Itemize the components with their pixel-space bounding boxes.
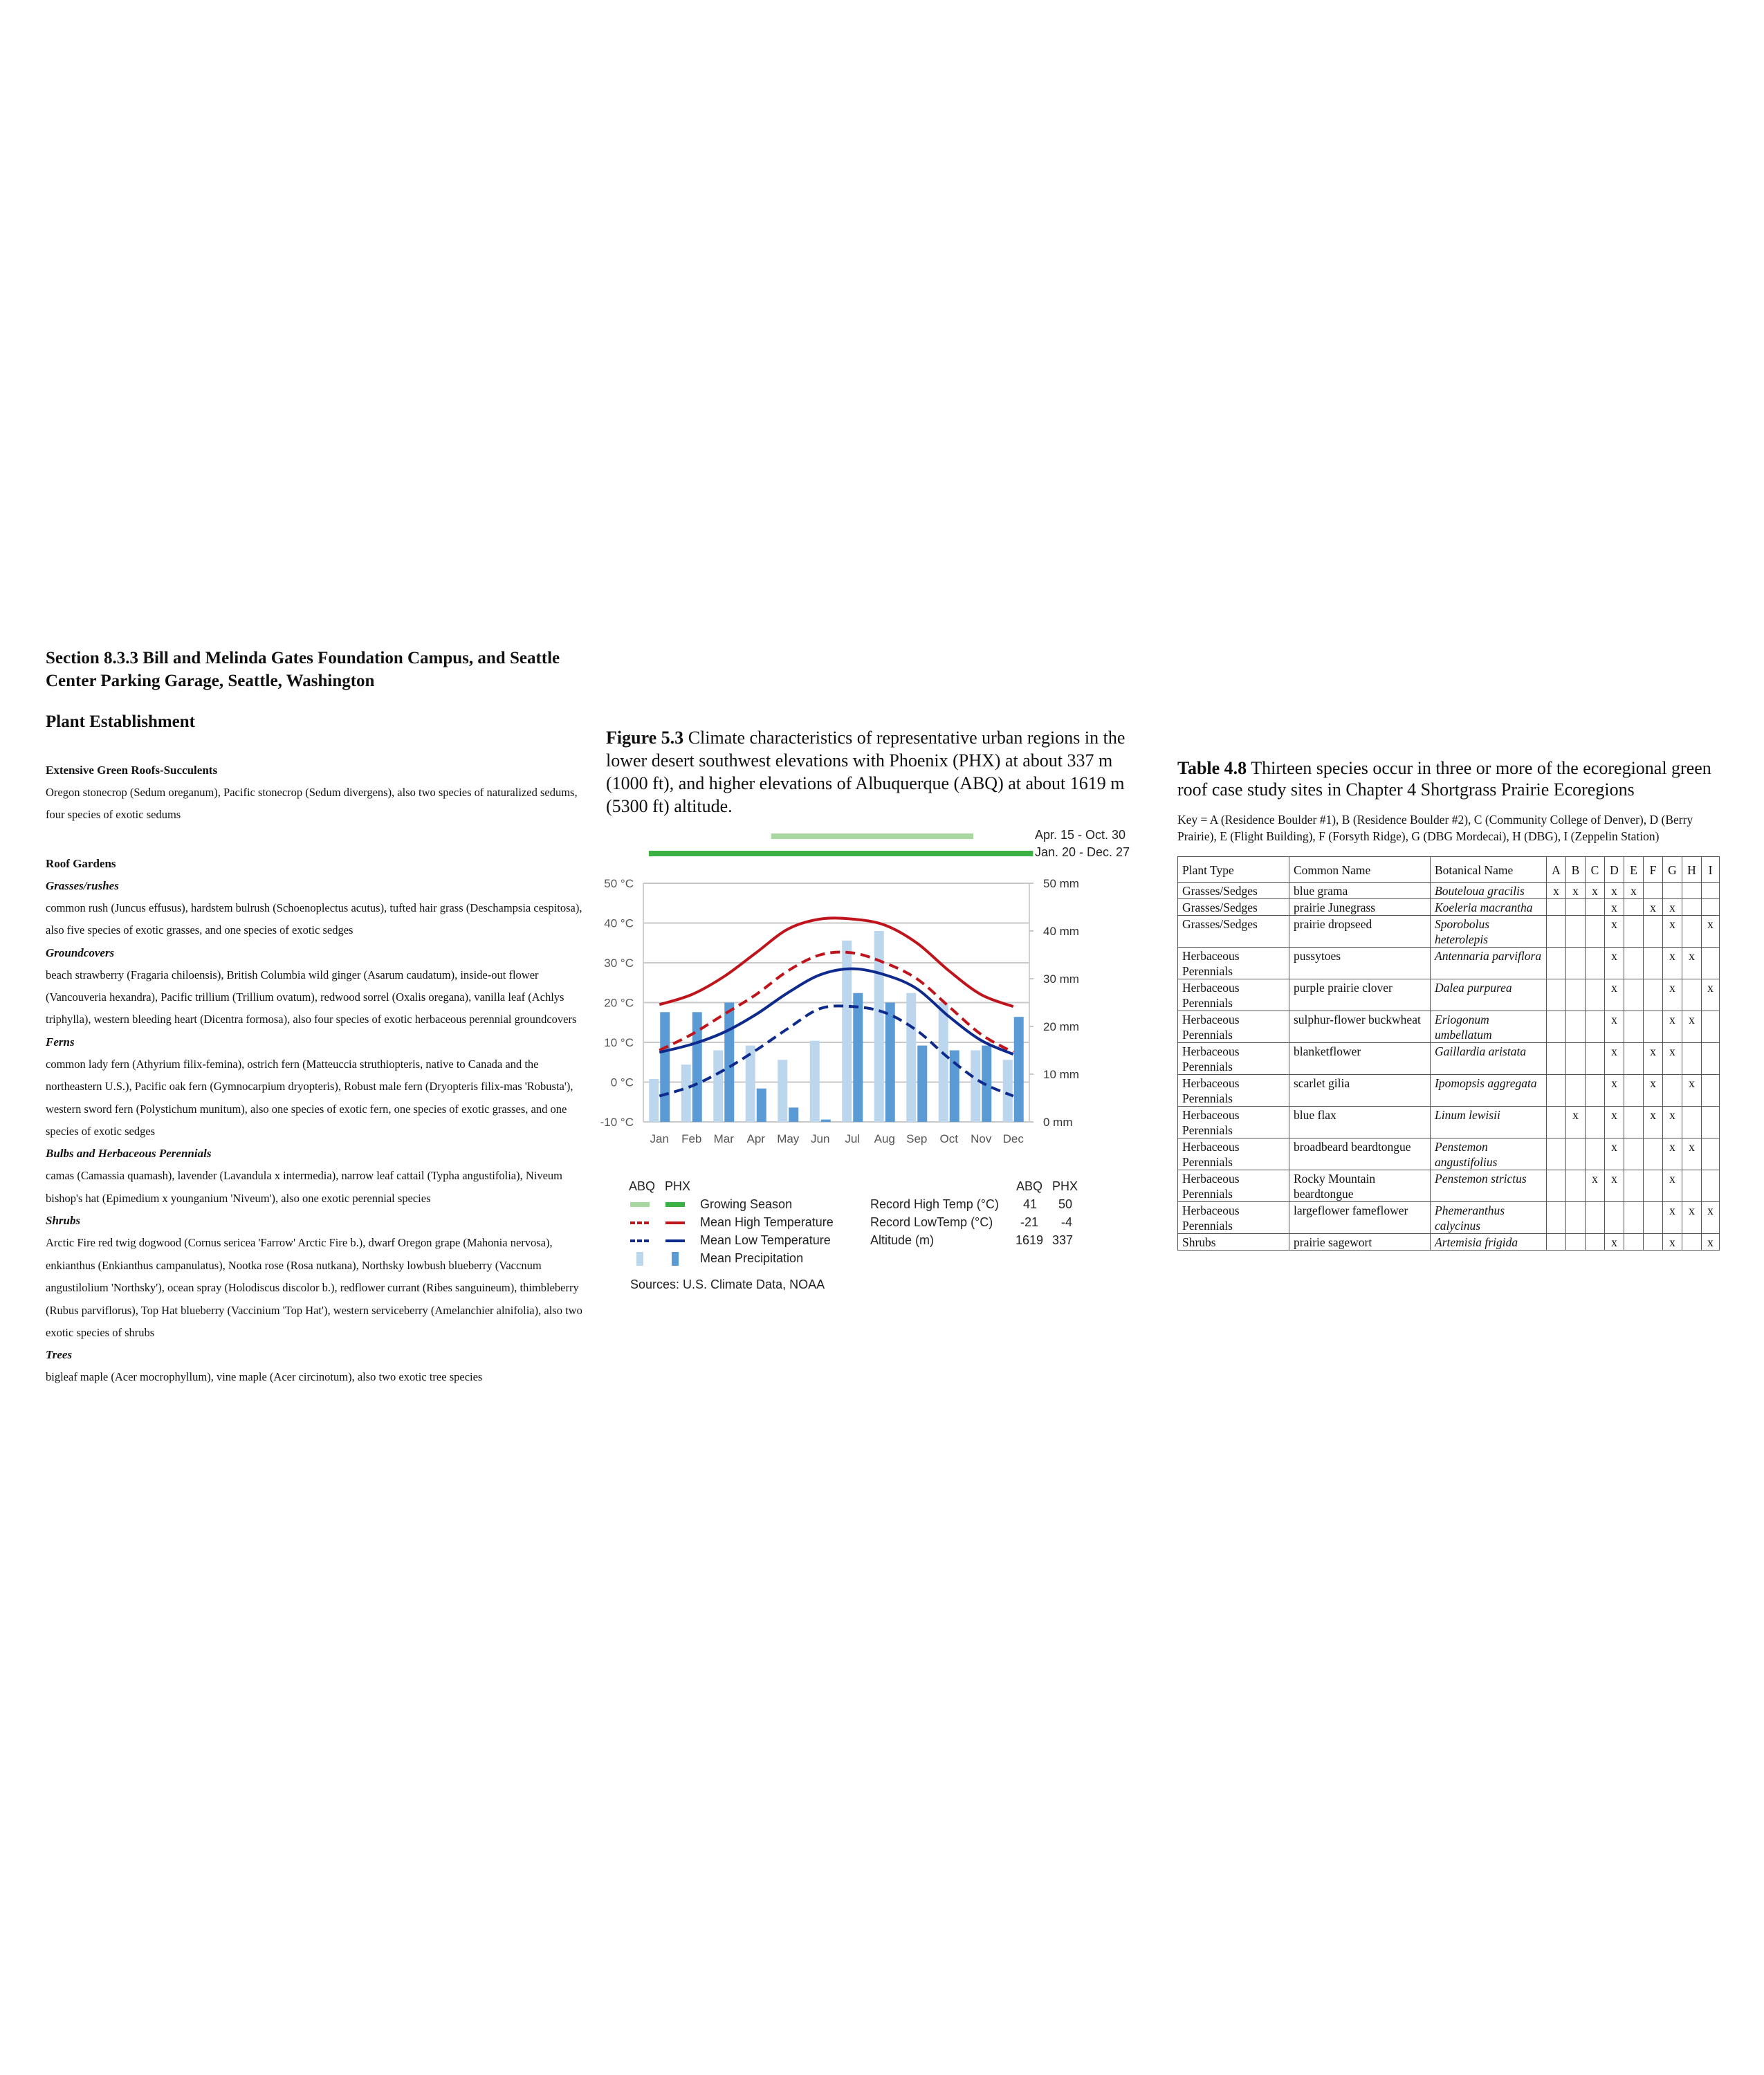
site-cell: x [1644,899,1663,916]
site-cell: x [1702,1202,1720,1234]
plant-type-cell: Grasses/Sedges [1178,916,1289,948]
botanical-name-cell: Sporobolus heterolepis [1431,916,1547,948]
precip-bar-phx [982,1046,991,1122]
site-cell: x [1682,1075,1702,1107]
table-row [1178,1138,1720,1170]
site-cell: x [1663,1234,1682,1251]
site-cell: x [1644,1043,1663,1075]
precip-bar-abq [1003,1060,1013,1122]
site-cell [1624,979,1644,1011]
site-cell [1547,1075,1566,1107]
site-cell: x [1663,1170,1682,1202]
group-title: Grasses/rushes [46,878,119,892]
site-cell [1702,883,1720,899]
x-tick-label: Apr [746,1132,765,1145]
growing-season-bars [649,833,1033,856]
x-tick-label: Jul [845,1132,861,1145]
site-cell: x [1605,1170,1624,1202]
precip-bar-abq [778,1060,787,1122]
y-left-tick-label: -10 °C [600,1116,634,1129]
table-label: Table 4.8 [1177,758,1247,778]
legend-mean-low: Mean Low Temperature [700,1233,831,1247]
site-cell: x [1605,1107,1624,1138]
site-cell: x [1663,1107,1682,1138]
common-name-cell: blue grama [1289,883,1431,899]
site-cell [1624,916,1644,948]
site-cell [1644,1138,1663,1170]
common-name-cell: prairie dropseed [1289,916,1431,948]
site-cell [1547,948,1566,979]
plant-type-cell: Herbaceous Perennials [1178,1107,1289,1138]
site-cell [1702,1170,1720,1202]
table-row [1178,1075,1720,1107]
site-cell: x [1605,1043,1624,1075]
x-tick-label: Jun [811,1132,830,1145]
site-cell [1644,979,1663,1011]
site-cell: x [1663,1202,1682,1234]
site-cell [1644,1011,1663,1043]
plant-establishment-heading: Plant Establishment [46,712,196,731]
site-cell: x [1566,883,1586,899]
site-cell [1547,979,1566,1011]
site-cell [1682,979,1702,1011]
stats-header-abq: ABQ [1016,1179,1043,1193]
stat-phx: 337 [1052,1233,1074,1247]
y-left-tick-label: 10 °C [604,1036,634,1049]
group-title: Groundcovers [46,946,115,959]
y-right-tick-label: 0 mm [1043,1116,1073,1129]
site-cell [1586,899,1605,916]
precip-bar-abq [971,1051,980,1123]
site-cell [1566,979,1586,1011]
common-name-cell: purple prairie clover [1289,979,1431,1011]
axes [600,877,1079,1145]
site-cell [1586,1234,1605,1251]
site-cell: x [1663,899,1682,916]
common-name-cell: prairie sagewort [1289,1234,1431,1251]
abq-mean-high-temperatureline [659,952,1013,1053]
site-cell [1586,916,1605,948]
legend-phx-precip-swatch [672,1252,679,1266]
phx-mean-low-temperatureline [659,969,1013,1055]
legend-abq-precip-swatch [636,1252,643,1266]
site-cell [1605,1202,1624,1234]
precip-bar-abq [649,1079,659,1122]
site-cell [1547,916,1566,948]
table-row [1178,899,1720,916]
y-left-tick-label: 30 °C [604,957,634,970]
site-cell: x [1663,979,1682,1011]
precip-bar-phx [1014,1017,1024,1122]
legend-abq-growing-swatch [630,1202,650,1207]
legend-swatches [630,1202,685,1266]
site-cell [1682,1107,1702,1138]
site-cell [1624,1043,1644,1075]
stat-label: Record LowTemp (°C) [870,1215,993,1229]
site-cell: x [1605,1075,1624,1107]
y-right-tick-label: 10 mm [1043,1068,1079,1081]
y-right-tick-label: 20 mm [1043,1020,1079,1033]
figure-sources: Sources: U.S. Climate Data, NOAA [630,1278,825,1291]
x-tick-label: Mar [713,1132,734,1145]
group-title: Trees [46,1348,73,1362]
y-left-tick-label: 50 °C [604,877,634,890]
precip-bar-phx [853,993,863,1122]
site-cell [1624,1011,1644,1043]
table-row [1178,1170,1720,1202]
x-tick-label: Sep [906,1132,928,1145]
site-cell [1566,1075,1586,1107]
stat-abq: 41 [1023,1197,1038,1211]
botanical-name-cell: Penstemon angustifolius [1431,1138,1547,1170]
site-cell [1586,1075,1605,1107]
common-name-cell: Rocky Mountain beardtongue [1289,1170,1431,1202]
group-text: beach strawberry (Fragaria chiloensis), British Columbia wild ginger (Asarum caudatum), inside-out flower (Vancouveria hexandra), Pacific trillium (Trillium ovatum), redwood sorrel (Oxalis oregana), vanilla leaf (Achlys triphylla), western bleeding heart (Dicentra formosa), also four species of exotic herbaceous perennial groundcovers [46,968,577,1026]
site-cell: x [1702,1234,1720,1251]
site-cell: x [1586,883,1605,899]
site-cell [1566,916,1586,948]
x-tick-label: Oct [939,1132,958,1145]
site-cell: x [1547,883,1566,899]
site-cell [1682,1170,1702,1202]
plant-type-cell: Grasses/Sedges [1178,883,1289,899]
site-cell [1624,1075,1644,1107]
y-right-tick-label: 40 mm [1043,925,1079,938]
site-cell [1547,1107,1566,1138]
botanical-name-cell: Gaillardia aristata [1431,1043,1547,1075]
botanical-name-cell: Dalea purpurea [1431,979,1547,1011]
common-name-cell: largeflower fameflower [1289,1202,1431,1234]
site-cell [1702,899,1720,916]
site-cell [1702,1011,1720,1043]
table-header-row [1178,857,1720,883]
table-row [1178,1011,1720,1043]
table-row [1178,1234,1720,1251]
site-cell [1566,1011,1586,1043]
precip-bar-phx [885,1003,895,1123]
precip-bar-phx [724,1003,734,1123]
legend-mean-precip: Mean Precipitation [700,1251,804,1265]
group-text: bigleaf maple (Acer mocrophyllum), vine maple (Acer circinotum), also two exotic tree species [46,1370,483,1384]
site-cell [1586,1138,1605,1170]
figure-caption [606,726,1132,818]
table-row [1178,1107,1720,1138]
precip-bar-abq [681,1064,691,1122]
phx-mean-high-temperatureline [659,918,1013,1006]
y-right-tick-label: 50 mm [1043,877,1079,890]
plant-type-cell: Herbaceous Perennials [1178,1138,1289,1170]
site-column-header: H [1682,857,1702,883]
site-cell [1682,899,1702,916]
plant-type-cell: Herbaceous Perennials [1178,1075,1289,1107]
gridlines [643,883,1029,1122]
y-right-tick-label: 30 mm [1043,972,1079,986]
site-cell: x [1605,899,1624,916]
precip-bar-abq [746,1046,755,1122]
site-cell [1566,1202,1586,1234]
stat-label: Record High Temp (°C) [870,1197,999,1211]
site-cell [1624,1170,1644,1202]
site-column-header: E [1624,857,1644,883]
table-row [1178,1202,1720,1234]
botanical-name-cell: Artemisia frigida [1431,1234,1547,1251]
site-cell [1624,899,1644,916]
plant-type-cell: Herbaceous Perennials [1178,1043,1289,1075]
site-cell: x [1702,979,1720,1011]
site-cell [1547,1202,1566,1234]
precip-bar-phx [757,1089,766,1122]
site-cell [1547,1234,1566,1251]
species-table [1177,856,1720,1251]
site-cell: x [1605,1234,1624,1251]
precip-bar-abq [906,993,916,1122]
site-cell [1586,1011,1605,1043]
site-cell: x [1702,916,1720,948]
stat-abq: 1619 [1016,1233,1044,1247]
site-cell: x [1682,948,1702,979]
site-cell [1644,916,1663,948]
site-cell: x [1644,1075,1663,1107]
site-cell [1682,883,1702,899]
site-cell [1702,1075,1720,1107]
group-text: camas (Camassia quamash), lavender (Lavandula x intermedia), narrow leaf cattail (Typha angustifolia), Niveum bishop's hat (Epimedium x younganium 'Niveum'), also one exotic perennial species [46,1169,563,1205]
site-cell [1702,1138,1720,1170]
figure-label: Figure 5.3 [606,728,684,748]
site-column-header: G [1663,857,1682,883]
site-cell [1586,948,1605,979]
x-tick-label: Aug [874,1132,895,1145]
x-tick-label: Nov [971,1132,992,1145]
column-header: Botanical Name [1431,857,1547,883]
legend-header-phx: PHX [665,1179,691,1193]
site-cell: x [1605,948,1624,979]
site-cell [1566,948,1586,979]
legend-growing-season: Growing Season [700,1197,793,1211]
x-tick-label: May [777,1132,800,1145]
site-cell [1624,1107,1644,1138]
site-column-header: D [1605,857,1624,883]
site-cell: x [1644,1107,1663,1138]
common-name-cell: pussytoes [1289,948,1431,979]
table-row [1178,948,1720,979]
site-cell [1547,1043,1566,1075]
plant-type-cell: Herbaceous Perennials [1178,1011,1289,1043]
botanical-name-cell: Eriogonum umbellatum [1431,1011,1547,1043]
plant-type-cell: Herbaceous Perennials [1178,979,1289,1011]
site-cell [1702,948,1720,979]
precip-bar-phx [692,1012,702,1122]
table-row [1178,883,1720,899]
legend-phx-growing-swatch [665,1202,685,1207]
botanical-name-cell: Phemeranthus calycinus [1431,1202,1547,1234]
site-cell [1566,899,1586,916]
column-header: Plant Type [1178,857,1289,883]
site-cell [1566,1234,1586,1251]
precip-bar-abq [939,1003,948,1123]
temperature-lines [659,918,1013,1096]
common-name-cell: blanketflower [1289,1043,1431,1075]
plant-type-cell: Herbaceous Perennials [1178,1170,1289,1202]
phx-growing-season-label: Jan. 20 - Dec. 27 [1035,845,1130,859]
x-tick-label: Dec [1002,1132,1024,1145]
plant-type-cell: Herbaceous Perennials [1178,948,1289,979]
x-tick-label: Jan [650,1132,669,1145]
site-cell [1624,1234,1644,1251]
group-title: Ferns [46,1035,75,1049]
group-title: Bulbs and Herbaceous Perennials [46,1147,212,1161]
precip-bar-phx [950,1051,959,1123]
botanical-name-cell: Ipomopsis aggregata [1431,1075,1547,1107]
site-cell [1644,948,1663,979]
site-cell: x [1624,883,1644,899]
site-cell [1682,916,1702,948]
site-cell [1702,1043,1720,1075]
site-cell [1682,1234,1702,1251]
figure-caption-text: Climate characteristics of representative urban regions in the lower desert southwest elevations with Phoenix (PHX) at about 337 m (1000 ft), and higher elevations of Albuquerque (ABQ) at about 1619 m (5300 ft) altitude. [606,728,1126,816]
stat-phx: -4 [1061,1215,1073,1229]
precip-bar-phx [789,1107,798,1122]
site-cell: x [1605,883,1624,899]
site-cell: x [1663,948,1682,979]
abq-growing-season-label: Apr. 15 - Oct. 30 [1035,828,1126,842]
group-text: common lady fern (Athyrium filix-femina), ostrich fern (Matteuccia struthiopteris, native to Canada and the northeastern U.S.), Pacific oak fern (Gymnocarpium dryopteris), Robust male fern (Dryopteris filix-mas 'Robusta'), western sword fern (Polystichum munitum), also one species of exotic fern, one species of exotic grasses, and one species of exotic sedges [46,1057,573,1138]
site-cell: x [1663,1011,1682,1043]
site-cell [1644,883,1663,899]
phx-growing-season-bar [649,851,1033,856]
site-cell [1663,1075,1682,1107]
site-cell: x [1605,916,1624,948]
botanical-name-cell: Koeleria macrantha [1431,899,1547,916]
site-cell [1547,1170,1566,1202]
extensive-text: Oregon stonecrop (Sedum oreganum), Pacific stonecrop (Sedum divergens), also two species of naturalized sedums, four species of exotic sedums [46,786,578,822]
site-cell [1547,1011,1566,1043]
stats-header-phx: PHX [1052,1179,1078,1193]
site-cell [1624,1202,1644,1234]
site-cell [1566,1043,1586,1075]
botanical-name-cell: Bouteloua gracilis [1431,883,1547,899]
stat-abq: -21 [1020,1215,1039,1229]
table-key: Key = A (Residence Boulder #1), B (Residence Boulder #2), C (Community College of Denver), D (Berry Prairie), E (Flight Building), F (Forsyth Ridge), G (DBG Mordecai), H (DBG), I (Zeppelin Station) [1177,813,1693,843]
group-title: Shrubs [46,1214,81,1228]
site-cell: x [1682,1138,1702,1170]
group-text: Arctic Fire red twig dogwood (Cornus sericea 'Farrow' Arctic Fire b.), dwarf Oregon grape (Mahonia nervosa), enkianthus (Enkianthus campanulatus), Nootka rose (Rosa nutkana), Northsky lowbush blueberry (Vaccnum angustilolium 'Northsky'), ocean spray (Holodiscus discolor b.), redflower currant (Ribes sanguineum), thimbleberry (Rubus parviflorus), Top Hat blueberry (Vaccinium 'Top Hat'), western serviceberry (Amelanchier alnifolia), also two exotic species of shrubs [46,1236,582,1339]
precip-bar-abq [713,1051,723,1123]
extensive-heading: Extensive Green Roofs-Succulents [46,764,218,777]
table-row [1178,1043,1720,1075]
site-cell [1682,1043,1702,1075]
site-column-header: B [1566,857,1586,883]
botanical-name-cell: Antennaria parviflora [1431,948,1547,979]
site-cell [1624,948,1644,979]
site-cell [1663,883,1682,899]
site-column-header: A [1547,857,1566,883]
site-cell: x [1605,1011,1624,1043]
legend-mean-high: Mean High Temperature [700,1215,834,1229]
common-name-cell: blue flax [1289,1107,1431,1138]
site-column-header: I [1702,857,1720,883]
group-text: common rush (Juncus effusus), hardstem bulrush (Schoenoplectus acutus), tufted hair grass (Deschampsia cespitosa), also five species of exotic grasses, and one species of exotic sedges [46,901,582,937]
site-cell: x [1663,916,1682,948]
precipitation-bars [649,931,1024,1122]
precip-bar-phx [660,1012,670,1122]
site-cell [1566,1138,1586,1170]
site-cell [1586,979,1605,1011]
site-cell: x [1663,1043,1682,1075]
legend-header-abq: ABQ [629,1179,656,1193]
precip-bar-phx [917,1046,927,1122]
y-left-tick-label: 0 °C [610,1076,634,1089]
section-title: Section 8.3.3 Bill and Melinda Gates Foundation Campus, and Seattle Center Parking Garage, Seattle, Washington [46,649,560,690]
site-column-header: F [1644,857,1663,883]
stat-phx: 50 [1058,1197,1073,1211]
site-cell [1586,1043,1605,1075]
site-cell: x [1663,1138,1682,1170]
site-column-header: C [1586,857,1605,883]
y-left-tick-label: 40 °C [604,916,634,930]
common-name-cell: scarlet gilia [1289,1075,1431,1107]
common-name-cell: broadbeard beardtongue [1289,1138,1431,1170]
site-cell: x [1586,1170,1605,1202]
precip-bar-abq [810,1041,820,1122]
site-cell [1566,1170,1586,1202]
site-cell [1644,1202,1663,1234]
table-row [1178,979,1720,1011]
site-cell [1644,1170,1663,1202]
precip-bar-phx [821,1120,831,1122]
site-cell: x [1605,1138,1624,1170]
site-cell [1644,1234,1663,1251]
abq-growing-season-bar [771,833,973,839]
site-cell [1547,899,1566,916]
table-row [1178,916,1720,948]
roof-gardens-heading: Roof Gardens [46,856,116,870]
site-cell: x [1682,1011,1702,1043]
botanical-name-cell: Penstemon strictus [1431,1170,1547,1202]
site-cell [1624,1138,1644,1170]
site-cell: x [1605,979,1624,1011]
table-block [1177,757,1731,1251]
site-cell [1702,1107,1720,1138]
site-cell: x [1682,1202,1702,1234]
site-cell: x [1566,1107,1586,1138]
precip-bar-abq [842,941,852,1122]
precip-bar-abq [874,931,884,1122]
plant-type-cell: Herbaceous Perennials [1178,1202,1289,1234]
column-header: Common Name [1289,857,1431,883]
plant-establishment-section [46,647,585,1389]
common-name-cell: sulphur-flower buckwheat [1289,1011,1431,1043]
site-cell [1586,1202,1605,1234]
common-name-cell: prairie Junegrass [1289,899,1431,916]
table-caption-text: Thirteen species occur in three or more of the ecoregional green roof case study sites in Chapter 4 Shortgrass Prairie Ecoregions [1177,758,1711,800]
stat-label: Altitude (m) [870,1233,935,1247]
y-left-tick-label: 20 °C [604,996,634,1010]
botanical-name-cell: Linum lewisii [1431,1107,1547,1138]
plant-type-cell: Grasses/Sedges [1178,899,1289,916]
plant-type-cell: Shrubs [1178,1234,1289,1251]
site-cell [1547,1138,1566,1170]
table-caption [1177,757,1731,800]
site-cell [1586,1107,1605,1138]
figure-caption-block [606,726,1132,818]
abq-mean-low-temperatureline [659,1006,1013,1096]
x-tick-label: Feb [681,1132,702,1145]
